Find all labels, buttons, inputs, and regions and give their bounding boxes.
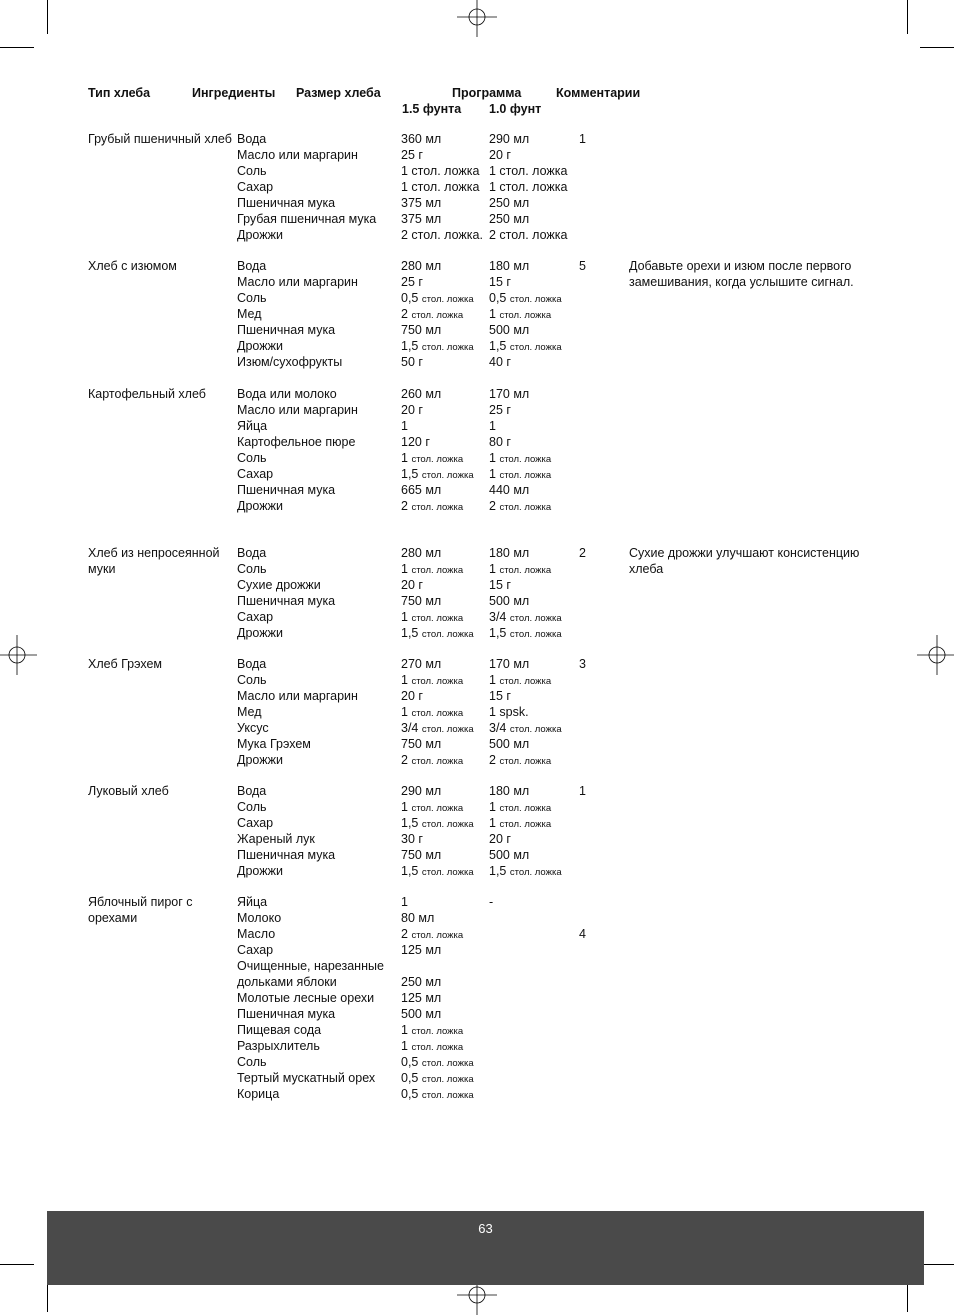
ingredient-name: Мука Грэхем [237, 737, 311, 751]
quantity-value: 270 мл [401, 657, 442, 671]
quantity-unit: стол. ложка [509, 342, 562, 353]
quantity-1-0-lb [489, 656, 529, 672]
quantity-unit: стол. ложка [411, 803, 464, 814]
recipe-name: Хлеб из непросеянной муки [88, 546, 220, 576]
quantity-1-5-lb [401, 831, 423, 847]
quantity-value: 1 [489, 816, 496, 830]
ingredient-name: Вода [237, 259, 267, 273]
quantity-1-0-lb [489, 688, 511, 704]
quantity-value: 15 г [489, 275, 511, 289]
ingredient-name: Масло или маргарин [237, 403, 358, 417]
quantity-1-5-lb [401, 354, 423, 370]
ingredient-name: Тертый мускатный орех [237, 1071, 376, 1085]
quantity-value: 120 г [401, 435, 430, 449]
quantity-value: 1 [401, 705, 408, 719]
recipe-comment: Сухие дрожжи улучшают консистенцию хлеба [629, 546, 860, 576]
quantity-value: 3/4 [489, 721, 507, 735]
quantity-unit: стол. ложка [411, 565, 464, 576]
quantity-value: 280 мл [401, 546, 442, 560]
quantity-value: 1,5 [401, 467, 419, 481]
quantity-unit: стол. ложка [411, 502, 464, 513]
header-ingredients: Ингредиенты [192, 86, 276, 100]
ingredient-name: Пшеничная мука [237, 848, 336, 862]
quantity-value: 665 мл [401, 483, 442, 497]
quantity-unit: стол. ложка [411, 708, 464, 719]
quantity-value: 500 мл [401, 1007, 442, 1021]
quantity-unit: стол. ложка [411, 756, 464, 767]
quantity-value: 170 мл [489, 387, 530, 401]
quantity-unit: стол. ложка [499, 470, 552, 481]
quantity-1-0-lb [489, 593, 529, 609]
quantity-value: 1 стол. ложка [489, 164, 568, 178]
quantity-value: 1,5 [489, 626, 507, 640]
quantity-1-5-lb [401, 688, 423, 704]
header-size-b: 1.0 фунт [489, 102, 542, 116]
quantity-value: 1 стол. ложка [401, 164, 480, 178]
quantity-1-0-lb [489, 274, 511, 290]
ingredient-name: Грубая пшеничная мука [237, 212, 377, 226]
ingredient-name: Вода [237, 784, 267, 798]
quantity-value: 0,5 [401, 291, 419, 305]
quantity-1-5-lb [401, 418, 408, 434]
quantity-value: 180 мл [489, 546, 530, 560]
quantity-1-5-lb [401, 322, 441, 338]
quantity-value: 40 г [489, 355, 511, 369]
quantity-value: 1,5 [401, 816, 419, 830]
ingredient-name: Сахар [237, 610, 274, 624]
quantity-value: 180 мл [489, 259, 530, 273]
quantity-unit: стол. ложка [411, 676, 464, 687]
quantity-1-0-lb [489, 736, 529, 752]
page-number: 63 [478, 1221, 493, 1236]
quantity-unit: стол. ложка [421, 470, 474, 481]
quantity-1-0-lb [489, 322, 529, 338]
quantity-1-5-lb [401, 1006, 441, 1022]
quantity-unit: стол. ложка [499, 756, 552, 767]
crop-mark [47, 0, 48, 34]
quantity-1-5-lb [401, 545, 441, 561]
quantity-value: 1 [401, 1023, 408, 1037]
quantity-1-5-lb [401, 863, 474, 881]
quantity-value: 0,5 [401, 1087, 419, 1101]
ingredient-name: Корица [237, 1087, 280, 1101]
quantity-unit: стол. ложка [421, 724, 474, 735]
quantity-value: 250 мл [401, 975, 442, 989]
quantity-1-0-lb [489, 704, 529, 720]
quantity-unit: стол. ложка [499, 502, 552, 513]
quantity-value: 125 мл [401, 991, 442, 1005]
quantity-value: 375 мл [401, 212, 442, 226]
recipe-program: 1 [579, 132, 586, 146]
ingredient-name: Дрожжи [237, 228, 283, 242]
quantity-unit: стол. ложка [499, 310, 552, 321]
crop-mark [920, 47, 954, 48]
quantity-1-5-lb [401, 1086, 474, 1104]
quantity-unit: стол. ложка [509, 613, 562, 624]
quantity-value: 25 г [401, 275, 423, 289]
ingredient-name: Разрыхлитель [237, 1039, 320, 1053]
ingredient-name: Вода или молоко [237, 387, 337, 401]
ingredient-name: Соль [237, 164, 267, 178]
quantity-value: 750 мл [401, 848, 442, 862]
quantity-value: 20 г [401, 403, 423, 417]
quantity-1-0-lb [489, 179, 567, 195]
quantity-unit: стол. ложка [411, 930, 464, 941]
recipe-program: 5 [579, 259, 586, 273]
quantity-value: 1 [401, 673, 408, 687]
quantity-unit: стол. ложка [411, 1042, 464, 1053]
quantity-value: 3/4 [489, 610, 507, 624]
ingredient-name: Соль [237, 451, 267, 465]
header-program: Программа [452, 86, 522, 100]
quantity-1-0-lb [489, 402, 511, 418]
recipe-name: Хлеб с изюмом [88, 259, 177, 273]
ingredient-name: Масло или маргарин [237, 275, 358, 289]
registration-mark-icon [457, 0, 497, 37]
header-comments: Комментарии [556, 86, 641, 100]
quantity-value: 1 [401, 610, 408, 624]
quantity-value: 1 [489, 673, 496, 687]
quantity-value: 290 мл [401, 784, 442, 798]
quantity-value: 2 [401, 499, 408, 513]
quantity-unit: стол. ложка [421, 1074, 474, 1085]
quantity-1-0-lb [489, 482, 529, 498]
quantity-value: 1 [489, 562, 496, 576]
quantity-value: 1 [401, 451, 408, 465]
quantity-1-0-lb [489, 783, 529, 799]
recipe-name: Луковый хлеб [88, 784, 169, 798]
quantity-unit: стол. ложка [421, 342, 474, 353]
quantity-value: 2 стол. ложка [489, 228, 568, 242]
quantity-1-0-lb [489, 195, 529, 211]
quantity-value: 750 мл [401, 323, 442, 337]
recipe-name: Картофельный хлеб [88, 387, 206, 401]
ingredient-name: Вода [237, 546, 267, 560]
registration-mark-icon [0, 635, 37, 675]
recipe-comment: Добавьте орехи и изюм после первого замешивания, когда услышите сигнал. [629, 259, 854, 289]
quantity-1-0-lb [489, 847, 529, 863]
quantity-value: 2 [489, 753, 496, 767]
quantity-1-5-lb [401, 656, 441, 672]
quantity-1-5-lb [401, 211, 441, 227]
quantity-value: 260 мл [401, 387, 442, 401]
quantity-value: 20 г [489, 148, 511, 162]
ingredient-name: Пшеничная мука [237, 196, 336, 210]
ingredient-name: Соль [237, 291, 267, 305]
quantity-1-5-lb [401, 894, 408, 910]
registration-mark-icon [917, 635, 954, 675]
recipe-name: Яблочный пирог с орехами [88, 895, 193, 925]
quantity-1-5-lb [401, 625, 474, 643]
ingredient-name: Сахар [237, 467, 274, 481]
quantity-value: 0,5 [401, 1055, 419, 1069]
quantity-value: 2 [401, 307, 408, 321]
ingredient-name: Очищенные, нарезанные [237, 959, 384, 973]
ingredient-name: Уксус [237, 721, 269, 735]
quantity-1-5-lb [401, 736, 441, 752]
quantity-unit: стол. ложка [499, 819, 552, 830]
ingredient-name: Пшеничная мука [237, 1007, 336, 1021]
quantity-value: 500 мл [489, 848, 530, 862]
ingredient-name: Масло [237, 927, 276, 941]
ingredient-name: Масло или маргарин [237, 689, 358, 703]
quantity-1-5-lb [401, 498, 463, 516]
quantity-unit: стол. ложка [411, 454, 464, 465]
quantity-unit: стол. ложка [509, 724, 562, 735]
quantity-value: 1 стол. ложка [401, 180, 480, 194]
ingredient-name: Сахар [237, 816, 274, 830]
ingredient-name: Яйца [237, 419, 268, 433]
ingredient-name: Пшеничная мука [237, 483, 336, 497]
quantity-unit: стол. ложка [421, 629, 474, 640]
quantity-value: 360 мл [401, 132, 442, 146]
quantity-value: 1,5 [489, 339, 507, 353]
recipe-program: 2 [579, 546, 586, 560]
quantity-value: 1 [401, 419, 408, 433]
quantity-value: 50 г [401, 355, 423, 369]
quantity-value: 2 стол. ложка. [401, 228, 483, 242]
quantity-unit: стол. ложка [499, 803, 552, 814]
quantity-value: 3/4 [401, 721, 419, 735]
quantity-value: 80 мл [401, 911, 435, 925]
quantity-value: 180 мл [489, 784, 530, 798]
ingredient-name: Дрожжи [237, 339, 283, 353]
quantity-value: 1,5 [401, 339, 419, 353]
crop-mark [0, 1264, 34, 1265]
quantity-1-0-lb [489, 163, 567, 179]
recipe-name: Грубый пшеничный хлеб [88, 132, 232, 146]
quantity-value: 500 мл [489, 594, 530, 608]
quantity-1-0-lb [489, 577, 511, 593]
ingredient-name: Молотые лесные орехи [237, 991, 375, 1005]
quantity-1-5-lb [401, 179, 479, 195]
footer-bar [47, 1211, 924, 1285]
quantity-value: 1 [401, 1039, 408, 1053]
quantity-value: 1 [489, 451, 496, 465]
quantity-1-5-lb [401, 577, 423, 593]
quantity-value: 0,5 [401, 1071, 419, 1085]
quantity-value: 375 мл [401, 196, 442, 210]
quantity-1-5-lb [401, 990, 441, 1006]
quantity-value: 1 [489, 467, 496, 481]
quantity-1-0-lb [489, 752, 551, 770]
quantity-1-5-lb [401, 163, 479, 179]
quantity-value: 1 [401, 895, 408, 909]
quantity-1-0-lb [489, 545, 529, 561]
quantity-unit: стол. ложка [411, 613, 464, 624]
quantity-1-0-lb [489, 418, 496, 434]
quantity-unit: стол. ложка [421, 294, 474, 305]
ingredient-name: Молоко [237, 911, 282, 925]
ingredient-name: Дрожжи [237, 753, 283, 767]
ingredient-name: Яйца [237, 895, 268, 909]
quantity-1-0-lb [489, 227, 567, 243]
recipe-name: Хлеб Грэхем [88, 657, 162, 671]
quantity-1-0-lb [489, 258, 529, 274]
quantity-unit: стол. ложка [421, 1058, 474, 1069]
quantity-value: 750 мл [401, 737, 442, 751]
ingredient-name: Вода [237, 132, 267, 146]
quantity-1-5-lb [401, 482, 441, 498]
quantity-value: 20 г [489, 832, 511, 846]
quantity-value: 290 мл [489, 132, 530, 146]
quantity-unit: стол. ложка [411, 1026, 464, 1037]
quantity-unit: стол. ложка [509, 294, 562, 305]
quantity-value: 250 мл [489, 212, 530, 226]
quantity-1-0-lb [489, 625, 562, 643]
ingredient-name: Мед [237, 705, 262, 719]
quantity-1-5-lb [401, 752, 463, 770]
quantity-value: 25 г [401, 148, 423, 162]
quantity-value: 1 [489, 800, 496, 814]
quantity-value: 500 мл [489, 323, 530, 337]
quantity-1-0-lb [489, 498, 551, 516]
ingredient-name: Соль [237, 1055, 267, 1069]
quantity-unit: стол. ложка [509, 867, 562, 878]
quantity-1-5-lb [401, 147, 423, 163]
quantity-1-5-lb [401, 274, 423, 290]
quantity-value: 1 [489, 419, 496, 433]
quantity-1-5-lb [401, 434, 430, 450]
quantity-value: 20 г [401, 689, 423, 703]
ingredient-name: Пищевая сода [237, 1023, 322, 1037]
quantity-unit: стол. ложка [499, 565, 552, 576]
quantity-1-0-lb [489, 831, 511, 847]
quantity-value: 1,5 [401, 626, 419, 640]
quantity-value: 1,5 [489, 864, 507, 878]
quantity-1-0-lb [489, 211, 529, 227]
quantity-value: 2 [489, 499, 496, 513]
quantity-value: 280 мл [401, 259, 442, 273]
quantity-value: 25 г [489, 403, 511, 417]
quantity-1-0-lb [489, 434, 511, 450]
recipe-program: 1 [579, 784, 586, 798]
quantity-value: 80 г [489, 435, 511, 449]
ingredient-name: Соль [237, 800, 267, 814]
quantity-value: 170 мл [489, 657, 530, 671]
quantity-1-5-lb [401, 974, 441, 990]
quantity-unit: стол. ложка [411, 310, 464, 321]
quantity-1-5-lb [401, 910, 434, 926]
quantity-1-5-lb [401, 783, 441, 799]
crop-mark [907, 0, 908, 34]
ingredient-name: Соль [237, 562, 267, 576]
ingredient-name: Мед [237, 307, 262, 321]
quantity-1-0-lb [489, 863, 562, 881]
quantity-1-5-lb [401, 227, 483, 243]
quantity-value: 1 стол. ложка [489, 180, 568, 194]
quantity-1-0-lb [489, 354, 511, 370]
quantity-unit: стол. ложка [421, 819, 474, 830]
ingredient-name: Жареный лук [237, 832, 315, 846]
quantity-value: 0,5 [489, 291, 507, 305]
ingredient-name: Вода [237, 657, 267, 671]
header-size: Размер хлеба [296, 86, 381, 100]
ingredient-name: Дрожжи [237, 864, 283, 878]
recipe-program: 4 [579, 927, 586, 941]
quantity-value: 2 [401, 753, 408, 767]
ingredient-name: Дрожжи [237, 499, 283, 513]
quantity-1-0-lb [489, 386, 529, 402]
ingredient-name: Изюм/сухофрукты [237, 355, 343, 369]
ingredient-name: Сахар [237, 943, 274, 957]
quantity-unit: стол. ложка [509, 629, 562, 640]
quantity-1-5-lb [401, 386, 441, 402]
ingredient-name: Сухие дрожжи [237, 578, 321, 592]
crop-mark [0, 47, 34, 48]
ingredient-name: Дрожжи [237, 626, 283, 640]
quantity-value: 1 spsk. [489, 705, 529, 719]
quantity-value: 250 мл [489, 196, 530, 210]
quantity-1-5-lb [401, 942, 441, 958]
ingredient-name: Соль [237, 673, 267, 687]
quantity-1-5-lb [401, 847, 441, 863]
quantity-value: 15 г [489, 578, 511, 592]
quantity-value: 15 г [489, 689, 511, 703]
ingredient-name: Пшеничная мука [237, 323, 336, 337]
quantity-value: 1,5 [401, 864, 419, 878]
quantity-1-0-lb [489, 131, 529, 147]
quantity-1-5-lb [401, 195, 441, 211]
quantity-value: 1 [401, 562, 408, 576]
ingredient-name: Пшеничная мука [237, 594, 336, 608]
quantity-value: 750 мл [401, 594, 442, 608]
quantity-value: 2 [401, 927, 408, 941]
header-size-a: 1.5 фунта [402, 102, 462, 116]
quantity-1-5-lb [401, 131, 441, 147]
ingredient-name: дольками яблоки [237, 975, 337, 989]
quantity-value: 1 [401, 800, 408, 814]
quantity-unit: стол. ложка [499, 676, 552, 687]
quantity-1-5-lb [401, 402, 423, 418]
quantity-unit: стол. ложка [421, 867, 474, 878]
quantity-value: 125 мл [401, 943, 442, 957]
quantity-unit: стол. ложка [499, 454, 552, 465]
quantity-1-5-lb [401, 258, 441, 274]
quantity-1-5-lb [401, 593, 441, 609]
ingredient-name: Сахар [237, 180, 274, 194]
crop-mark [920, 1264, 954, 1265]
recipe-program: 3 [579, 657, 586, 671]
ingredient-name: Масло или маргарин [237, 148, 358, 162]
quantity-value: 1 [489, 307, 496, 321]
recipe-size-b-dash: - [489, 895, 494, 909]
ingredient-name: Картофельное пюре [237, 435, 356, 449]
quantity-value: 440 мл [489, 483, 530, 497]
quantity-value: 20 г [401, 578, 423, 592]
quantity-value: 30 г [401, 832, 423, 846]
quantity-unit: стол. ложка [421, 1090, 474, 1101]
header-type: Тип хлеба [88, 86, 151, 100]
quantity-value: 500 мл [489, 737, 530, 751]
quantity-1-0-lb [489, 147, 511, 163]
